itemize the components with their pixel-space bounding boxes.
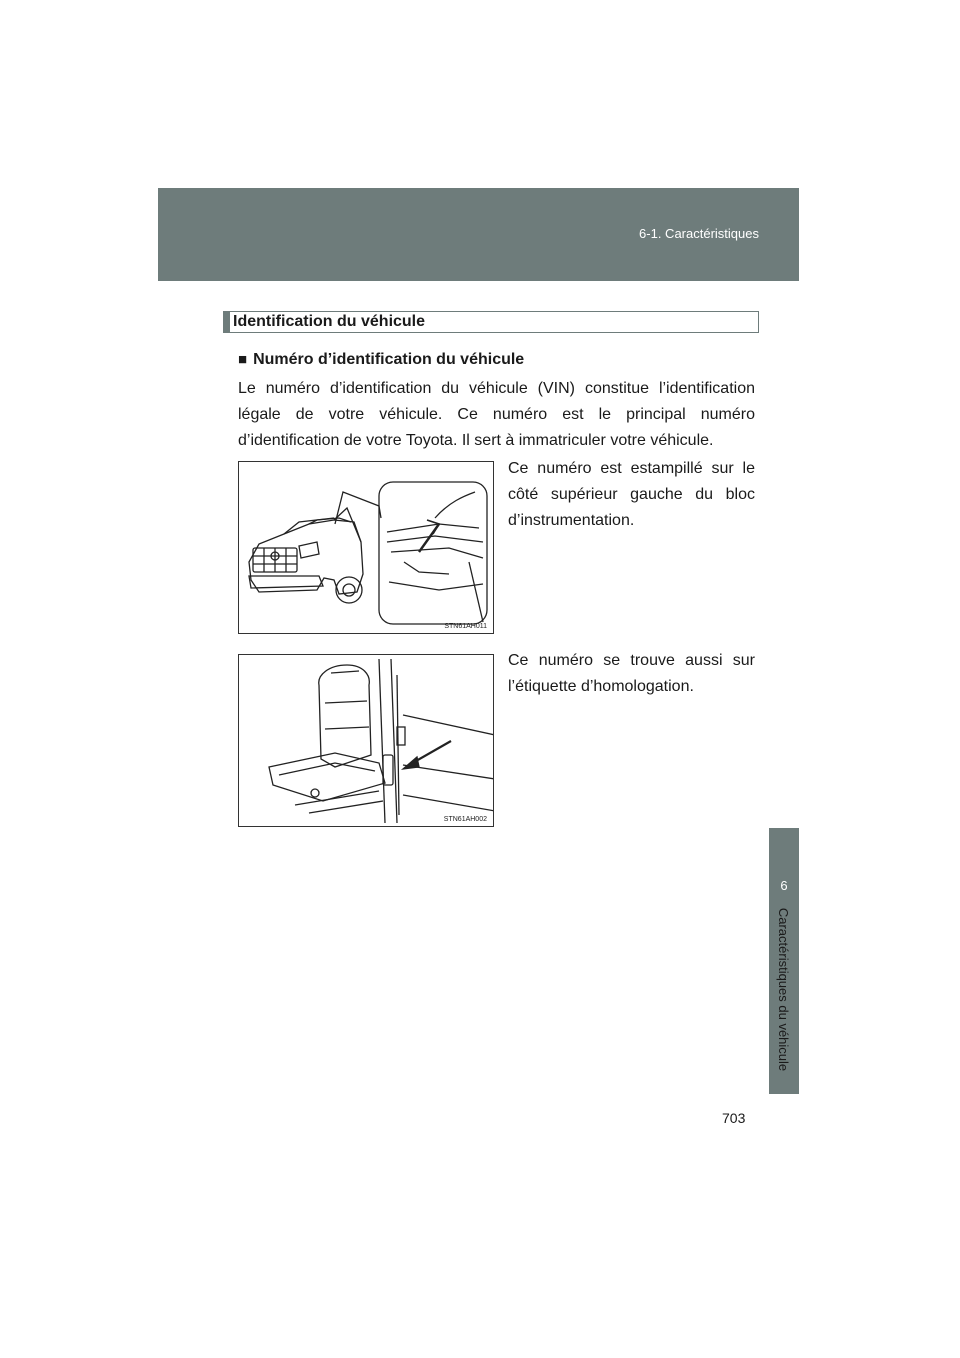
figure-code: STN61AH011 <box>444 623 487 630</box>
chapter-title-vertical <box>762 886 806 1092</box>
chapter-number: 6 <box>780 878 788 893</box>
body-paragraph: Le numéro d’identification du véhicule (VIN) constitue l’identification légale de votre véhicule. Ce numéro est le principal numéro d’identification de votre Toyota. Il sert à immatriculer votre véhicule. <box>238 380 755 449</box>
section-breadcrumb: 6-1. Caractéristiques <box>639 226 759 241</box>
figure-door-pillar <box>238 654 494 827</box>
section-title: Identification du véhicule <box>233 313 426 330</box>
figure-truck-dashboard <box>238 461 494 634</box>
square-bullet-icon: ■ <box>238 351 248 368</box>
truck-dashboard-vin-illustration <box>239 462 494 634</box>
figure-caption: Ce numéro est estampillé sur le côté supérieur gauche du bloc d’instrumentation. <box>508 460 755 529</box>
section-title-box <box>223 311 759 333</box>
page-number: 703 <box>722 1110 746 1126</box>
section-title-bar <box>224 312 230 332</box>
door-pillar-label-illustration <box>239 655 494 827</box>
chapter-title: Caractéristiques du véhicule <box>776 907 792 1071</box>
subsection-title: Numéro d’identification du véhicule <box>253 351 525 368</box>
figure-caption: Ce numéro se trouve aussi sur l’étiquette d’homologation. <box>508 652 755 695</box>
header-band <box>158 188 799 281</box>
subsection-heading <box>238 351 524 369</box>
figure-code: STN61AH002 <box>443 816 487 823</box>
